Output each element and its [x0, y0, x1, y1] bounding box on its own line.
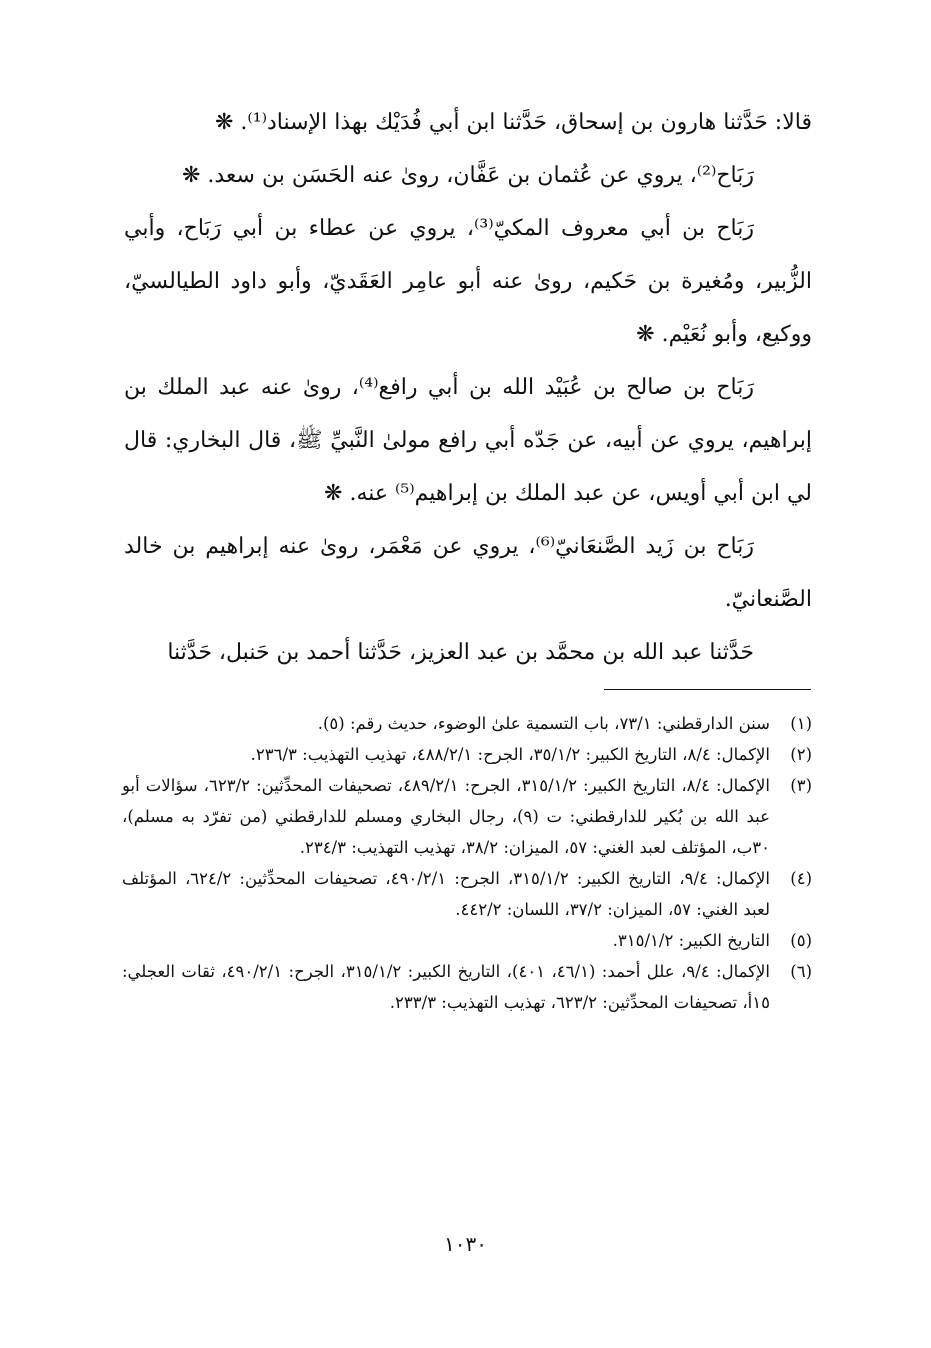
- footnote-number: (٢): [790, 745, 812, 764]
- paragraph-4: رَبَاح بن صالح بن عُبَيْد الله بن أبي رافع⁽⁴⁾، روىٰ عنه عبد الملك بن إبراهيم، يروي عن أبيه، عن جَدّه أبي رافع مولىٰ النَّبيِّ ﷺ، قال البخاري: قال لي ابن أبي أويس، عن عبد الملك بن إبراهيم⁽⁵⁾ عنه. ❋: [124, 375, 812, 506]
- footnote-3: [122, 770, 812, 863]
- footnote-5: [122, 925, 812, 956]
- paragraph-1: قالا: حَدَّثنا هارون بن إسحاق، حَدَّثنا ابن أبي فُدَيْك بهذا الإسناد⁽¹⁾. ❋: [214, 110, 812, 135]
- footnote-text: الإكمال: ٨/٤، التاريخ الكبير: ٣١٥/١/٢، الجرح: ٤٨٩/٢/١، تصحيفات المحدِّثين: ٦٢٣/٢، سؤالات أبو عبد الله بن بُكير للدارقطني: ت (٩)، رجال البخاري ومسلم للدارقطني (من تفرّد به مسلم)، ٣٠ب، المؤتلف لعبد الغني: ٥٧، الميزان: ٣٨/٢، تهذيب التهذيب: ٢٣٤/٣.: [122, 776, 771, 857]
- footnote-2: [122, 739, 812, 770]
- paragraph-3: رَبَاح بن أبي معروف المكيّ⁽³⁾، يروي عن عطاء بن أبي رَبَاح، وأبي الزُّبير، ومُغيرة بن حَكيم، روىٰ عنه أبو عامِر العَقَديّ، وأبو داود الطيالسيّ، ووكيع، وأبو نُعَيْم. ❋: [124, 216, 812, 347]
- footnote-text: التاريخ الكبير: ٣١٥/١/٢.: [612, 931, 770, 950]
- footnote-text: الإكمال: ٩/٤، التاريخ الكبير: ٣١٥/١/٢، الجرح: ٤٩٠/٢/١، تصحيفات المحدِّثين: ٦٢٤/٢، المؤتلف لعبد الغني: ٥٧، الميزان: ٣٧/٢، اللسان: ٤٤٢/٢.: [122, 869, 770, 919]
- footnote-number: (٤): [790, 869, 812, 888]
- paragraph-2: رَبَاح⁽²⁾، يروي عن عُثمان بن عَفَّان، روىٰ عنه الحَسَن بن سعد. ❋: [181, 163, 754, 188]
- footnote-number: (٥): [790, 931, 812, 950]
- footnote-1: [122, 708, 812, 739]
- main-text: [124, 96, 812, 679]
- footnote-number: (٣): [790, 776, 812, 795]
- footnote-text: سنن الدارقطني: ٧٣/١، باب التسمية علىٰ الوضوء، حديث رقم: (٥).: [317, 714, 770, 733]
- footnote-6: [122, 956, 812, 1018]
- footnote-number: (٦): [790, 962, 812, 981]
- paragraph-5: رَبَاح بن زَيد الصَّنعَانيّ⁽⁶⁾، يروي عن مَعْمَر، روىٰ عنه إبراهيم بن خالد الصَّنعانيّ.: [124, 534, 812, 612]
- paragraph-6: حَدَّثنا عبد الله بن محمَّد بن عبد العزيز، حَدَّثنا أحمد بن حَنبل، حَدَّثنا: [167, 640, 754, 665]
- footnote-number: (١): [790, 714, 812, 733]
- footnote-4: [122, 863, 812, 925]
- footnote-text: الإكمال: ٩/٤، علل أحمد: (٤٦/١، ٤٠١)، التاريخ الكبير: ٣١٥/١/٢، الجرح: ٤٩٠/٢/١، ثقات العجلي: ١٥أ، تصحيفات المحدِّثين: ٦٢٣/٢، تهذيب التهذيب: ٢٣٣/٣.: [122, 962, 770, 1012]
- footnotes: [122, 708, 812, 1018]
- page-number: ١٠٣٠: [444, 1232, 487, 1256]
- footnote-text: الإكمال: ٨/٤، التاريخ الكبير: ٣٥/١/٢، الجرح: ٤٨٨/٢/١، تهذيب التهذيب: ٢٣٦/٣.: [250, 745, 770, 764]
- footnote-separator: [604, 689, 811, 690]
